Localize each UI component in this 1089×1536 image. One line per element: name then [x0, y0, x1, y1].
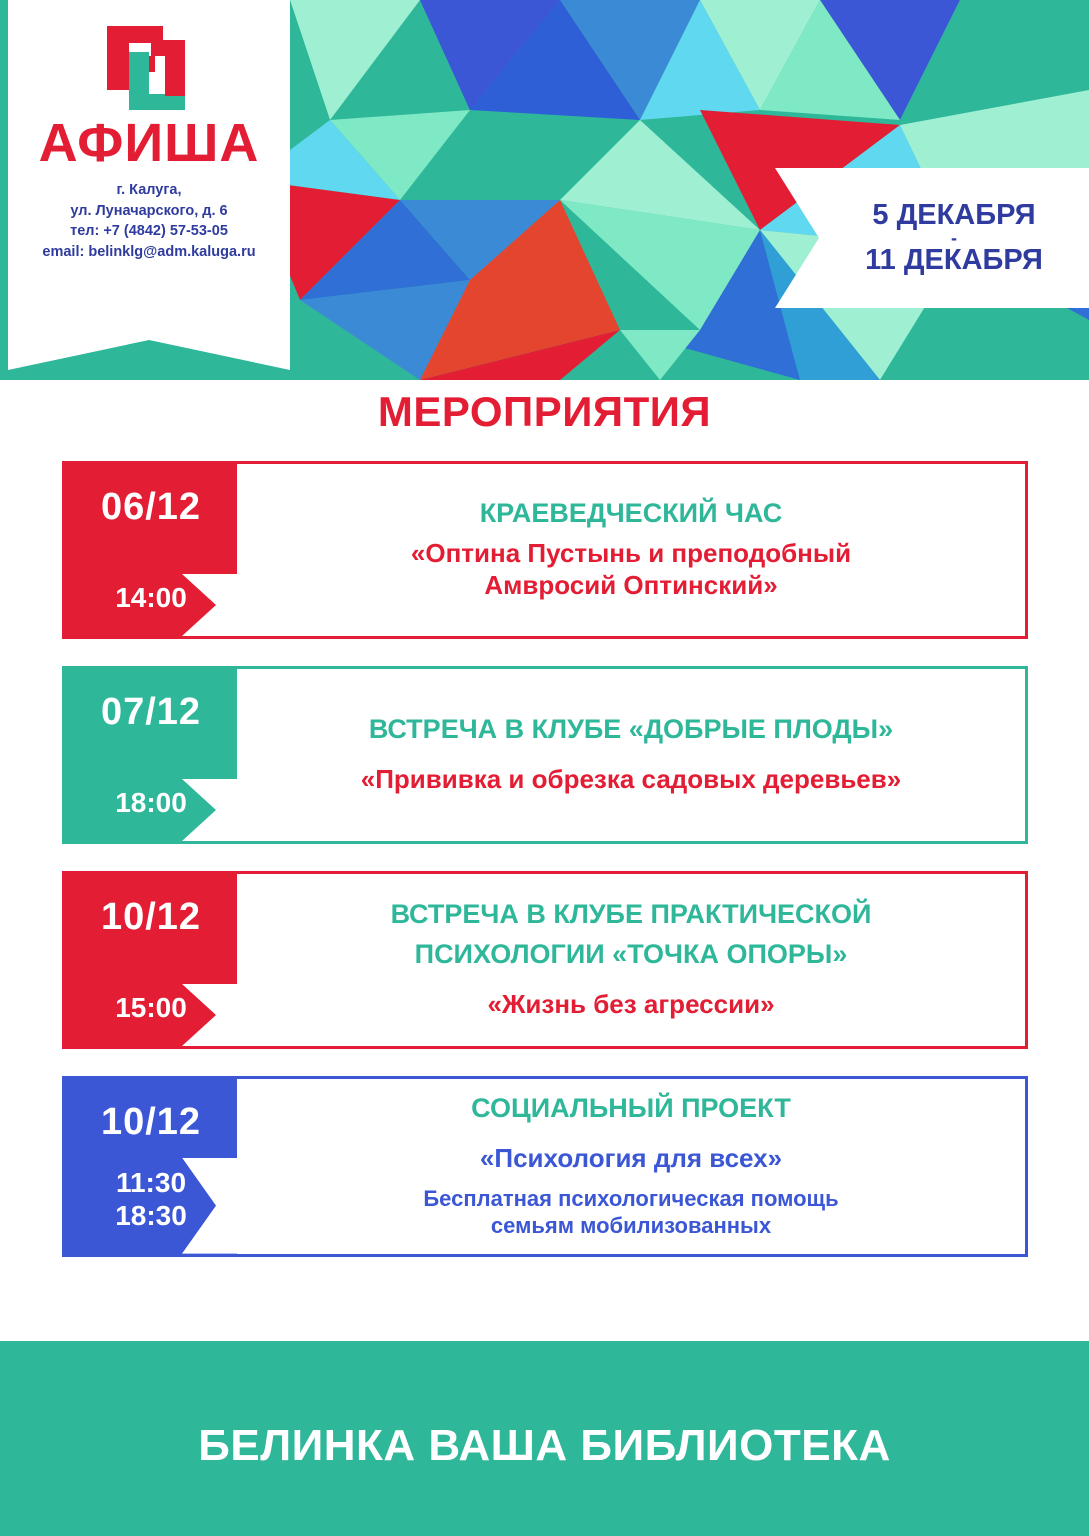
footer-banner	[0, 1341, 1089, 1536]
event-subtitle-line1: «Жизнь без агрессии»	[487, 989, 775, 1019]
contact-street: ул. Луначарского, д. 6	[70, 202, 228, 219]
event-time: 14:00	[115, 581, 187, 613]
event-date-column	[65, 1079, 237, 1254]
event-info-column	[237, 464, 1025, 636]
event-info-column	[237, 1079, 1025, 1254]
footer-slogan: БЕЛИНКА ВАША БИБЛИОТЕКА	[198, 1420, 891, 1470]
event-subtitle-line1: «Психология для всех»	[479, 1142, 783, 1173]
library-logo-card	[8, 0, 290, 340]
contact-email: email: belinklg@adm.kaluga.ru	[42, 243, 256, 260]
events-list	[62, 461, 1028, 1284]
event-day: 06/12	[100, 486, 202, 528]
event-time: 15:00	[115, 991, 187, 1023]
library-logo-icon	[99, 22, 199, 112]
event-subtitle-line2: Амвросий Оптинский»	[484, 569, 778, 600]
event-time: 18:00	[115, 786, 187, 818]
contact-phone: тел: +7 (4842) 57-53-05	[70, 223, 228, 240]
event-day: 10/12	[100, 1101, 202, 1143]
event-card	[62, 1076, 1028, 1257]
contacts-block	[8, 180, 290, 262]
event-info-column	[237, 669, 1025, 841]
poster-logo-title: АФИША	[38, 113, 260, 173]
event-day: 07/12	[100, 691, 202, 733]
event-subtitle-line1: «Оптина Пустынь и преподобный	[410, 538, 852, 569]
event-note-line1: Бесплатная психологическая помощь	[423, 1185, 839, 1211]
event-info-column	[237, 874, 1025, 1046]
page-title: МЕРОПРИЯТИЯ	[377, 388, 712, 435]
event-day: 10/12	[100, 896, 202, 938]
event-date-column	[65, 669, 237, 841]
date-dash: -	[951, 227, 957, 248]
event-date-column	[65, 874, 237, 1046]
event-heading: СОЦИАЛЬНЫЙ ПРОЕКТ	[471, 1093, 791, 1123]
event-heading: ВСТРЕЧА В КЛУБЕ «ДОБРЫЕ ПЛОДЫ»	[368, 714, 894, 745]
date-to: 11 ДЕКАБРЯ	[865, 244, 1043, 277]
event-time-second: 18:30	[115, 1199, 187, 1231]
event-note-line2: семьям мобилизованных	[490, 1213, 772, 1239]
event-card	[62, 666, 1028, 844]
event-card	[62, 871, 1028, 1049]
event-card	[62, 461, 1028, 639]
event-time-first: 11:30	[115, 1166, 187, 1198]
event-heading-line2: ПСИХОЛОГИИ «ТОЧКА ОПОРЫ»	[414, 939, 848, 970]
event-heading-line1: ВСТРЕЧА В КЛУБЕ ПРАКТИЧЕСКОЙ	[390, 899, 872, 930]
date-range-ribbon	[819, 168, 1089, 308]
event-subtitle-line1: «Прививка и обрезка садовых деревьев»	[360, 764, 902, 795]
event-heading: КРАЕВЕДЧЕСКИЙ ЧАС	[479, 498, 783, 529]
event-date-column	[65, 464, 237, 636]
contact-city: г. Калуга,	[116, 182, 182, 198]
header-banner	[0, 0, 1089, 380]
date-from: 5 ДЕКАБРЯ	[872, 199, 1036, 232]
